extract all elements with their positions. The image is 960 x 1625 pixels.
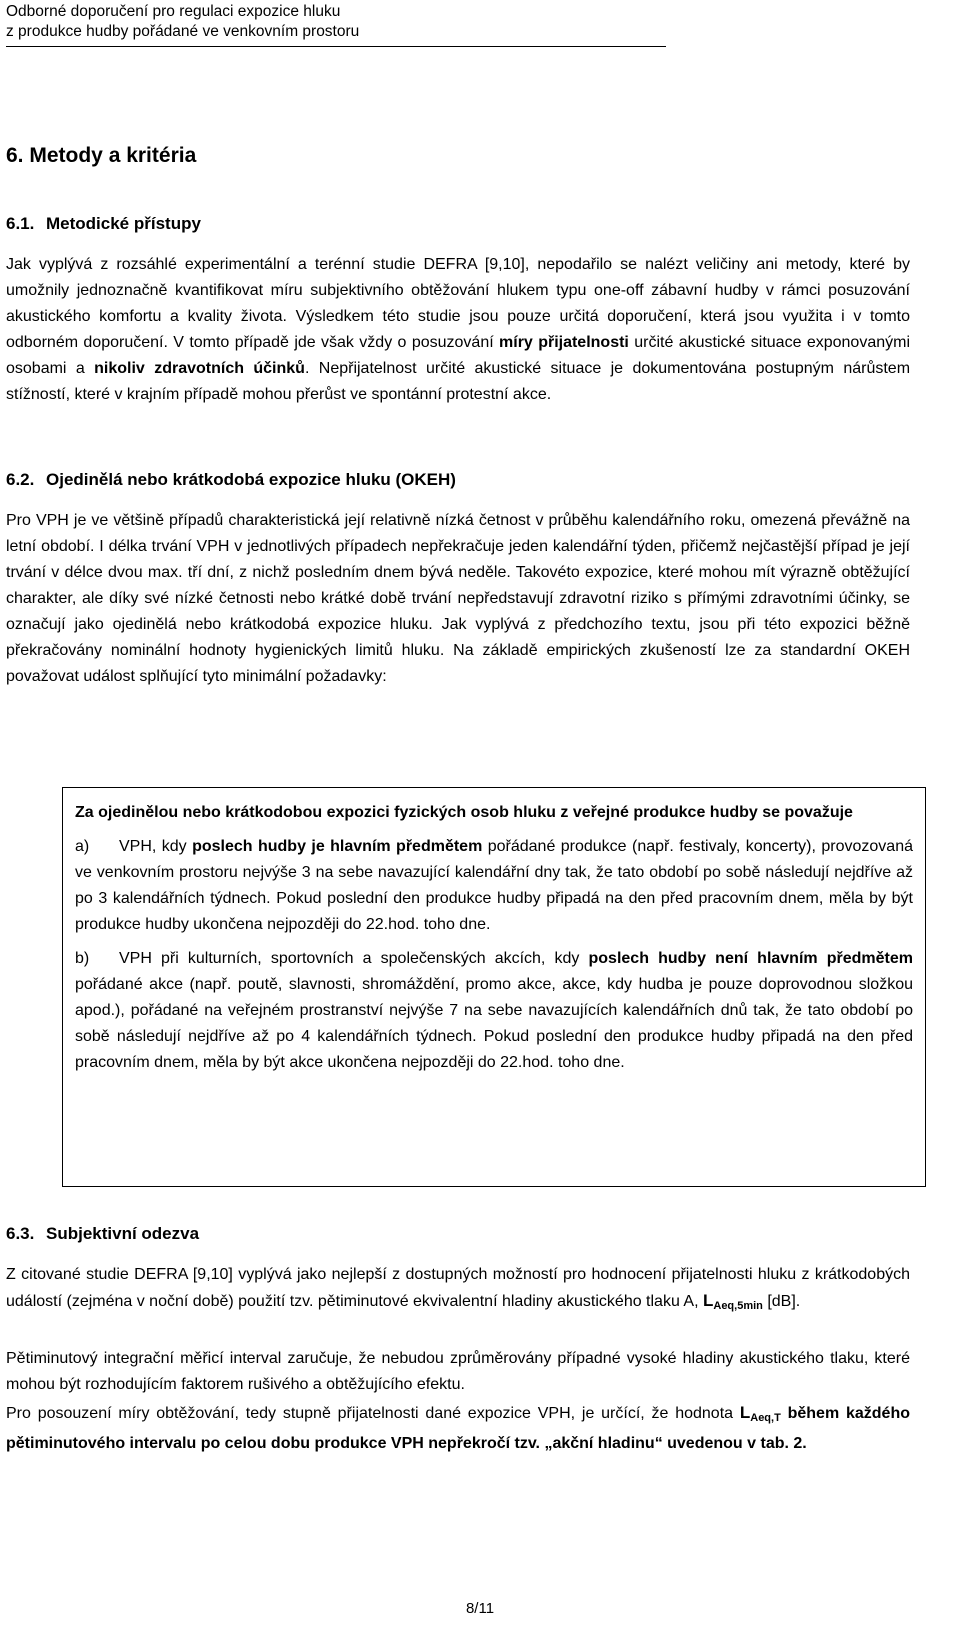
section-6-title: Metody a kritéria bbox=[29, 144, 197, 167]
item-emphasis: poslech hudby není hlavním předmětem bbox=[588, 950, 913, 967]
emphasis-health-effects: nikoliv zdravotních účinků bbox=[94, 360, 305, 377]
section-6-3-paragraph-2: Pětiminutový integrační měřicí interval zaručuje, že nebudou zprůměrovány případné vysoké hladiny akustického tlaku, které mohou být rozhodujícím faktorem rušivého a obtěžujícího efektu. bbox=[6, 1350, 910, 1393]
section-6-1-paragraph bbox=[6, 252, 910, 408]
section-6-2-paragraph: Pro VPH je ve většině případů charakteristická její relativně nízká četnost v průběhu kalendářního roku, omezená převážně na letní období. I délka trvání VPH v jednotlivých případech nepřekračuje jeden kalendářní týden, přičemž nejčastější případ je její trvání v délce dvou max. tří dní, z nichž posledním dnem bývá neděle. Takovéto expozice, které mohou mít výrazně obtěžující charakter, ale díky své nízké četnosti nebo krátké době trvání nepředstavují zdravotní riziko s přímými zdravotními účinky, se označují jako ojedinělá nebo krátkodobá expozice hluku. Jak vyplývá z předchozího textu, jsou při této expozici běžně překračovány nominální hodnoty hygienických limitů hluku. Na základě empirických zkušeností lze za standardní OKEH považovat událost splňující tyto minimální požadavky: bbox=[6, 512, 910, 685]
definition-item-a bbox=[75, 834, 913, 938]
item-label-a: a) bbox=[75, 838, 90, 855]
paragraph-text: . Nepřijatelnost určité akustické situace je dokumentována postupným nárůstem stížností, které v krajním případě mohou přerůst ve spontánní protestní akce. bbox=[6, 360, 911, 403]
section-6-3-number: 6.3. bbox=[6, 1224, 35, 1243]
paragraph-text: [dB]. bbox=[762, 1293, 801, 1310]
item-text: pořádané produkce (např. festivaly, koncerty), provozovaná ve venkovním prostoru nejvýše 3 na sebe navazující kalendářní dny tak, že tato období po sobě následují nejdříve až po 3 kalendářních týdnech. Pokud poslední den produkce hudby připadá na den před pracovním dnem, měla by být produkce hudby ukončena nejpozději do 22.hod. toho dne. bbox=[75, 838, 913, 933]
section-6-3-heading bbox=[6, 1224, 199, 1244]
symbol-subscript: Aeq,T bbox=[750, 1412, 781, 1424]
section-6-1-title: Metodické přístupy bbox=[46, 214, 201, 233]
section-6-2-number: 6.2. bbox=[6, 470, 35, 489]
section-6-heading bbox=[6, 144, 196, 168]
section-6-2-heading bbox=[6, 470, 456, 490]
symbol-L: L bbox=[702, 1291, 714, 1310]
symbol-L: L bbox=[739, 1403, 751, 1422]
definition-box-title: Za ojedinělou nebo krátkodobou expozici fyzických osob hluku z veřejné produkce hudby se považuje bbox=[75, 804, 853, 821]
section-6-number: 6. bbox=[6, 144, 24, 167]
section-6-3-title: Subjektivní odezva bbox=[46, 1224, 200, 1243]
symbol-subscript: Aeq,5min bbox=[713, 1300, 763, 1312]
section-6-3-paragraph-3 bbox=[6, 1400, 910, 1457]
header-line-2: z produkce hudby pořádané ve venkovním prostoru bbox=[6, 23, 360, 40]
section-6-1-heading bbox=[6, 214, 201, 234]
definition-box bbox=[62, 787, 926, 1187]
section-6-2-title: Ojedinělá nebo krátkodobá expozice hluku (OKEH) bbox=[46, 470, 456, 489]
paragraph-text: určité akustické situace exponovanými osobami a bbox=[6, 334, 911, 377]
item-label-b: b) bbox=[75, 950, 90, 967]
emphasis-acceptability: míry přijatelnosti bbox=[499, 334, 629, 351]
item-text: VPH, kdy bbox=[119, 838, 193, 855]
section-6-3-paragraph-1 bbox=[6, 1262, 910, 1319]
running-header bbox=[6, 2, 666, 47]
page-number: 8/11 bbox=[465, 1600, 495, 1617]
section-6-1-number: 6.1. bbox=[6, 214, 35, 233]
paragraph-text: Z citované studie DEFRA [9,10] vyplývá jako nejlepší z dostupných možností pro hodnocení přijatelnosti hluku z krátkodobých událostí (zejména v noční době) použití tzv. pětiminutové ekvivalentní hladiny akustického tlaku A, bbox=[6, 1266, 910, 1310]
paragraph-text: Pro posouzení míry obtěžování, tedy stupně přijatelnosti dané expozice VPH, je určící, že hodnota bbox=[6, 1405, 740, 1422]
item-text: pořádané akce (např. poutě, slavnosti, shromáždění, promo akce, akce, kdy hudba je pouze doprovodnou složkou apod.), pořádané na veřejném prostranství nejvýše 7 na sebe navazujících kalendářních dnů tak, že tato období po sobě následují nejdříve až po 4 kalendářních týdnech. Pokud poslední den produkce hudby připadá na den před pracovním dnem, měla by být akce ukončena nejpozději do 22.hod. toho dne. bbox=[75, 976, 913, 1071]
item-emphasis: poslech hudby je hlavním předmětem bbox=[192, 838, 483, 855]
paragraph-emphasis: během každého pětiminutového intervalu po celou dobu produkce VPH nepřekročí tzv. „akční hladinu“ uvedenou v tab. 2. bbox=[6, 1405, 911, 1452]
definition-item-b bbox=[75, 946, 913, 1076]
header-line-1: Odborné doporučení pro regulaci expozice hluku bbox=[6, 3, 341, 20]
item-text: VPH při kulturních, sportovních a společenských akcích, kdy bbox=[119, 950, 589, 967]
paragraph-text: Jak vyplývá z rozsáhlé experimentální a terénní studie DEFRA [9,10], nepodařilo se nalézt veličiny ani metody, které by umožnily jednoznačně kvantifikovat míru subjektivního obtěžování hlukem typu one-off zábavní hudby v rámci posuzování akustického komfortu a kvality života. Výsledkem této studie jsou pouze určitá doporučení, která jsou využita i v tomto odborném doporučení. V tomto případě jde však vždy o posuzování bbox=[6, 256, 910, 351]
